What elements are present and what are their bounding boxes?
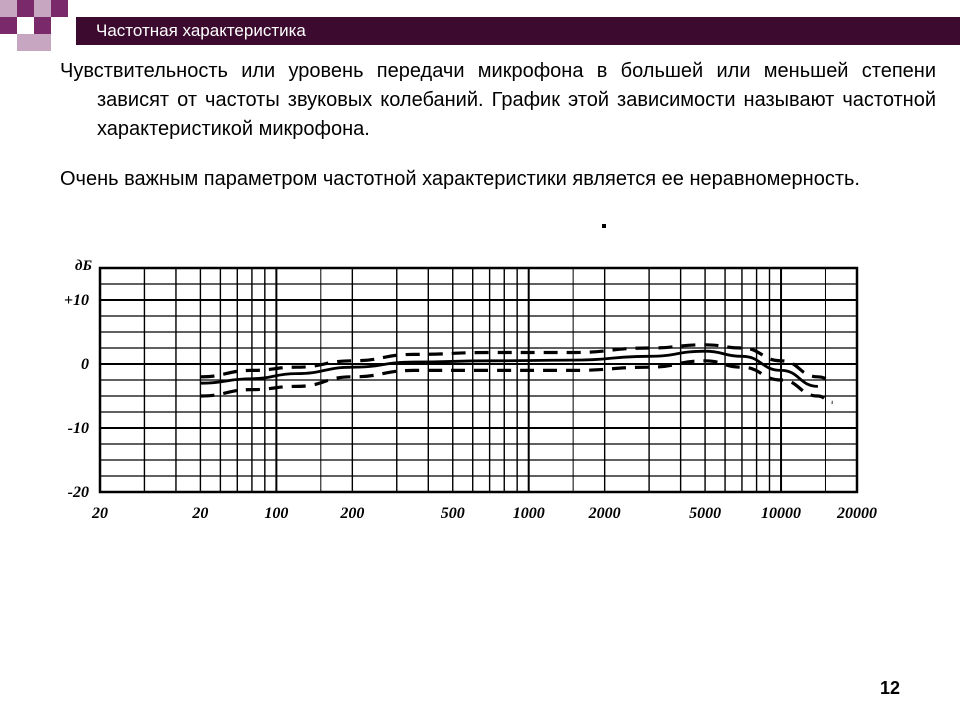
x-tick-label: 10000: [761, 505, 802, 522]
corner-square-5: [0, 17, 17, 34]
corner-square-6: [34, 17, 51, 34]
frequency-response-chart: [55, 248, 915, 528]
y-tick-label: +10: [63, 292, 89, 309]
x-tick-label: 20: [92, 505, 108, 522]
x-tick-label: 20: [192, 505, 209, 522]
x-tick-label: 1000: [512, 505, 545, 522]
corner-square-2: [17, 0, 34, 17]
page-number: 12: [880, 678, 901, 698]
y-tick-label: -10: [67, 420, 89, 437]
y-axis-label: дБ: [75, 258, 92, 274]
x-tick-label: 200: [340, 505, 365, 522]
x-tick-label: 100: [264, 505, 289, 522]
slide-title: Частотная характеристика: [96, 21, 306, 40]
paragraph-nonuniformity: Очень важным параметром частотной характеристики является ее неравномерность.: [60, 168, 860, 190]
x-tick-label: 5000: [689, 505, 722, 522]
paragraph-sensitivity: Чувствительность или уровень передачи микрофона в большей или меньшей степени зависят от частоты звуковых колебаний. График этой зависимости называют частотной характеристикой микрофона.: [60, 60, 936, 140]
x-tick-label: 2000: [588, 505, 621, 522]
corner-square-7: [17, 34, 34, 51]
corner-square-1: [0, 0, 17, 17]
corner-square-3: [34, 0, 51, 17]
x-tick-label: 20000: [837, 505, 877, 522]
corner-square-8: [34, 34, 51, 51]
y-tick-label: 0: [81, 356, 89, 373]
corner-square-4: [51, 0, 68, 17]
x-tick-label: 500: [440, 505, 465, 522]
stray-mark: [602, 224, 606, 228]
y-tick-label: -20: [67, 484, 89, 501]
